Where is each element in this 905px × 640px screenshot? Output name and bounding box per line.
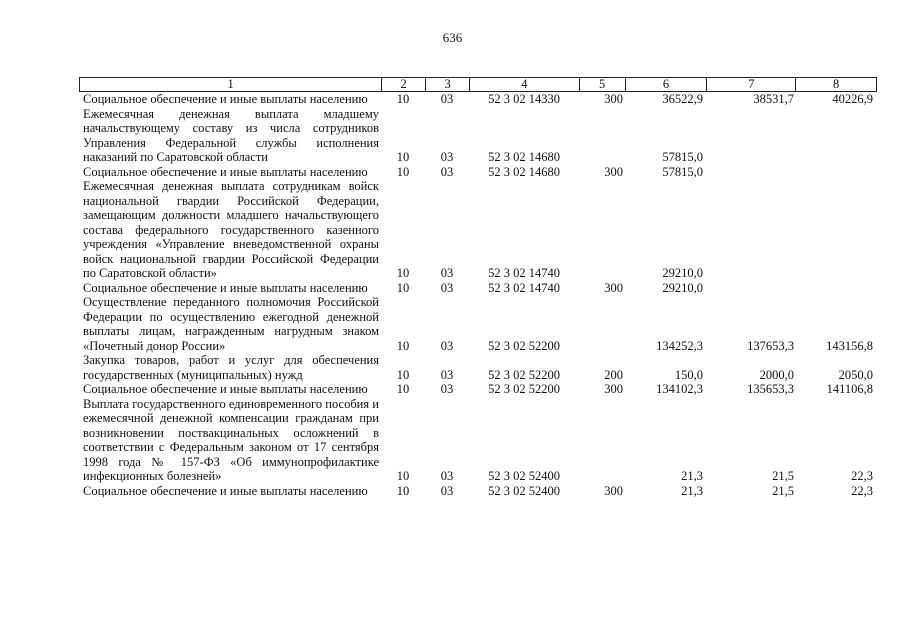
row-value-2026: 2050,0: [838, 367, 873, 382]
row-name: Социальное обеспечение и иные выплаты населению: [83, 92, 368, 106]
row-name: Закупка товаров, работ и услуг для обеспечения государственных (муниципальных) нужд: [83, 353, 379, 382]
row-name: Выплата государственного единовременного пособия и ежемесячной денежной компенсации гражданам при возникновении поствакцинальных осложнений в соответствии с Федеральным законом от 17 сентября 1998 года № 157-ФЗ «Об иммунопрофилактике инфекционных болезней»: [83, 396, 379, 483]
row-value-2026: 22,3: [851, 469, 873, 483]
row-subsection: 03: [440, 338, 454, 353]
row-value-2024: 134252,3: [656, 338, 703, 353]
row-value-2024: 21,3: [681, 469, 703, 483]
row-subsection: 03: [440, 280, 454, 295]
header-col-4: 4: [469, 78, 579, 91]
row-value-2025: 137653,3: [747, 338, 794, 353]
row-target-article: 52 3 02 14680: [488, 150, 560, 164]
table-row: [79, 484, 877, 499]
row-subsection: 03: [440, 266, 454, 280]
row-value-2025: 21,5: [772, 469, 794, 483]
row-target-article: 52 3 02 14330: [488, 92, 560, 106]
table-row: [79, 353, 877, 382]
header-col-3: 3: [425, 78, 469, 91]
header-col-1: 1: [227, 77, 234, 91]
row-section: 10: [396, 164, 410, 179]
row-section: 10: [396, 483, 410, 498]
row-value-2024: 36522,9: [662, 92, 703, 106]
header-col-8: 8: [795, 78, 876, 91]
row-subsection: 03: [440, 367, 454, 382]
row-name: Социальное обеспечение и иные выплаты населению: [83, 483, 368, 498]
table-row: [79, 92, 877, 107]
row-expense-type: 300: [604, 92, 623, 106]
row-expense-type: 300: [604, 483, 623, 498]
row-name: Ежемесячная денежная выплата младшему начальствующему составу из числа сотрудников Управления Федеральной службы исполнения наказаний по Саратовской области: [83, 106, 379, 164]
row-value-2025: 135653,3: [747, 382, 794, 396]
table-row: [79, 295, 877, 353]
row-expense-type: 300: [604, 382, 623, 396]
page-number: 636: [442, 30, 463, 45]
row-name: Социальное обеспечение и иные выплаты населению: [83, 280, 368, 295]
header-col-5: 5: [579, 78, 625, 91]
row-value-2026: 141106,8: [826, 382, 873, 396]
row-target-article: 52 3 02 52200: [488, 338, 560, 353]
row-section: 10: [396, 367, 410, 382]
row-value-2025: 38531,7: [753, 92, 794, 106]
row-section: 10: [396, 266, 410, 280]
table-header: [79, 77, 877, 92]
table-row: [79, 179, 877, 281]
row-subsection: 03: [440, 382, 454, 396]
row-target-article: 52 3 02 52200: [488, 367, 560, 382]
row-value-2024: 21,3: [681, 483, 703, 498]
row-target-article: 52 3 02 14680: [488, 164, 560, 179]
table-row: [79, 397, 877, 484]
row-subsection: 03: [440, 469, 454, 483]
row-target-article: 52 3 02 14740: [488, 280, 560, 295]
row-section: 10: [396, 280, 410, 295]
table-row: [79, 107, 877, 165]
row-value-2024: 57815,0: [662, 150, 703, 164]
table-row: [79, 281, 877, 296]
row-target-article: 52 3 02 52400: [488, 469, 560, 483]
row-name: Социальное обеспечение и иные выплаты населению: [83, 164, 368, 179]
row-value-2024: 134102,3: [656, 382, 703, 396]
row-expense-type: 200: [604, 367, 623, 382]
row-value-2024: 29210,0: [662, 280, 703, 295]
row-name: Ежемесячная денежная выплата сотрудникам войск национальной гвардии Российской Федерации, замещающим должности младшего начальствующего состава федерального государственного казенного учреждения «Управление вневедомственной охраны войск национальной гвардии Российской Федерации по Саратовской области»: [83, 179, 379, 280]
row-subsection: 03: [440, 150, 454, 164]
row-value-2026: 40226,9: [832, 92, 873, 106]
row-section: 10: [396, 469, 410, 483]
row-value-2024: 150,0: [674, 367, 703, 382]
row-subsection: 03: [440, 164, 454, 179]
row-value-2026: 143156,8: [826, 338, 873, 353]
row-target-article: 52 3 02 52200: [488, 382, 560, 396]
row-section: 10: [396, 338, 410, 353]
row-name: Социальное обеспечение и иные выплаты населению: [83, 382, 368, 396]
row-section: 10: [396, 150, 410, 164]
row-name: Осуществление переданного полномочия Российской Федерации по осуществлению ежегодной денежной выплаты лицам, награжденным нагрудным знаком «Почетный донор России»: [83, 295, 379, 353]
row-value-2024: 57815,0: [662, 164, 703, 179]
row-value-2025: 21,5: [772, 483, 794, 498]
row-section: 10: [396, 92, 410, 106]
row-expense-type: 300: [604, 280, 623, 295]
header-col-2: 2: [381, 78, 425, 91]
header-col-6: 6: [625, 78, 707, 91]
row-target-article: 52 3 02 14740: [488, 266, 560, 280]
row-target-article: 52 3 02 52400: [488, 483, 560, 498]
row-value-2025: 2000,0: [759, 367, 794, 382]
row-value-2026: 22,3: [851, 483, 873, 498]
row-subsection: 03: [440, 483, 454, 498]
table-row: [79, 382, 877, 397]
row-expense-type: 300: [604, 164, 623, 179]
row-value-2024: 29210,0: [662, 266, 703, 280]
budget-table: [79, 77, 877, 498]
row-section: 10: [396, 382, 410, 396]
header-col-7: 7: [706, 78, 795, 91]
table-body: [79, 92, 877, 498]
table-row: [79, 165, 877, 180]
row-subsection: 03: [440, 92, 454, 106]
